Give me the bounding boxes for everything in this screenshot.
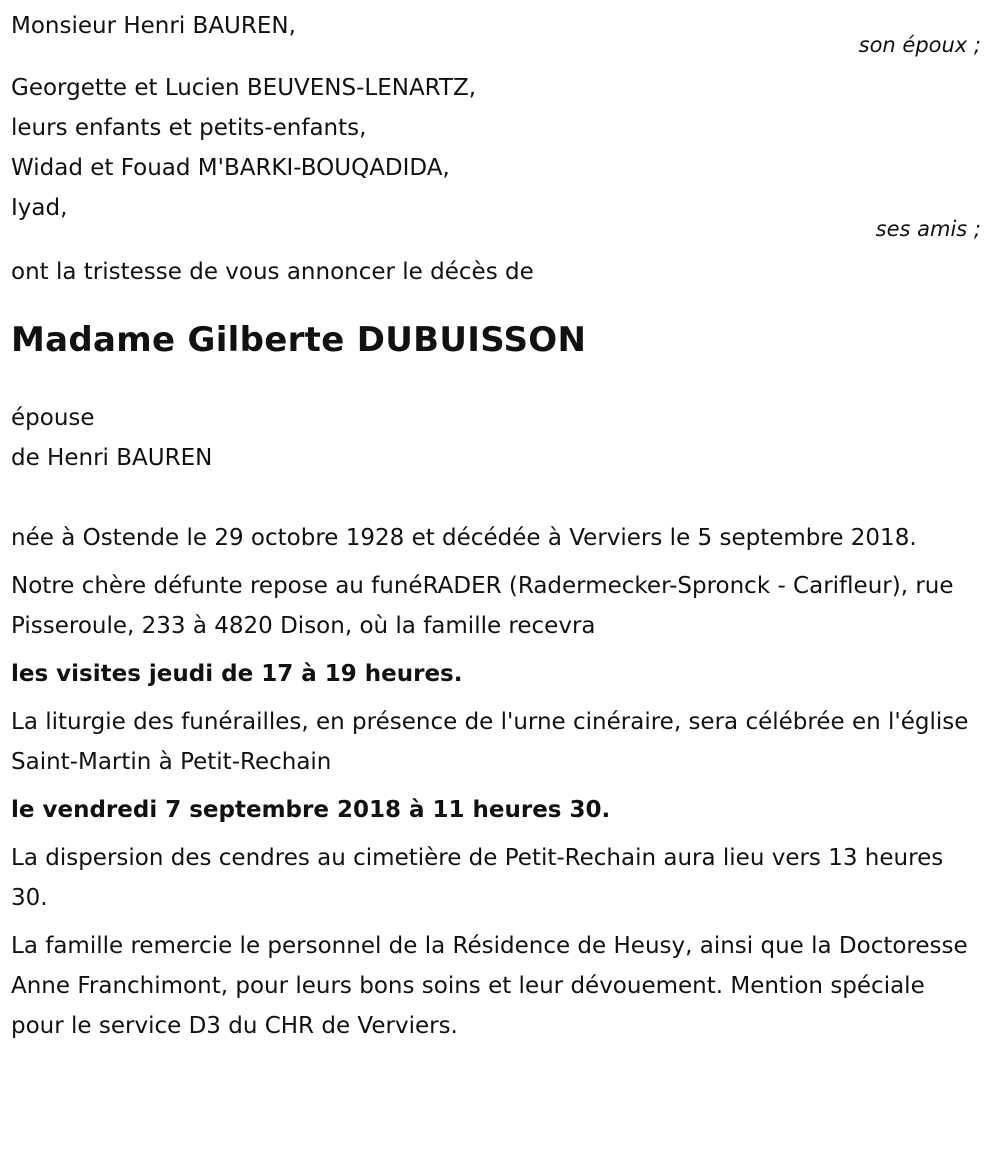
friend-line: leurs enfants et petits-enfants,	[11, 115, 367, 141]
birth-death-text: née à Ostende le 29 octobre 1928 et décédée à Verviers le 5 septembre 2018.	[11, 525, 917, 551]
visits-text: les visites jeudi de 17 à 19 heures.	[11, 661, 463, 687]
ceremony-date-text: le vendredi 7 septembre 2018 à 11 heures 30.	[11, 797, 611, 823]
friends-list	[11, 68, 981, 228]
rest-place-text: Notre chère défunte repose au funéRADER (Radermecker-Spronck - Carifleur), rue Pisseroule, 233 à 4820 Dison, où la famille recevra	[11, 573, 954, 639]
friend-line: Iyad,	[11, 195, 68, 221]
spouse-role: son époux ;	[858, 33, 981, 57]
friends-role: ses amis ;	[875, 217, 981, 241]
spouse-name: Monsieur Henri BAUREN,	[11, 13, 296, 39]
obituary-notice	[11, 6, 981, 1046]
dispersion-text: La dispersion des cendres au cimetière de Petit-Rechain aura lieu vers 13 heures 30.	[11, 845, 944, 911]
deceased-name: Madame Gilberte DUBUISSON	[11, 320, 587, 360]
announcement-text: ont la tristesse de vous annoncer le décès de	[11, 259, 534, 285]
deceased-relation: de Henri BAUREN	[11, 445, 213, 471]
deceased-relation: épouse	[11, 405, 95, 431]
friend-line: Georgette et Lucien BEUVENS-LENARTZ,	[11, 75, 477, 101]
thanks-text: La famille remercie le personnel de la Résidence de Heusy, ainsi que la Doctoresse Anne Franchimont, pour leurs bons soins et leur dévouement. Mention spéciale pour le service D3 du CHR de Verviers.	[11, 933, 968, 1039]
liturgy-text: La liturgie des funérailles, en présence de l'urne cinéraire, sera célébrée en l'église Saint-Martin à Petit-Rechain	[11, 709, 969, 775]
friend-line: Widad et Fouad M'BARKI-BOUQADIDA,	[11, 155, 450, 181]
